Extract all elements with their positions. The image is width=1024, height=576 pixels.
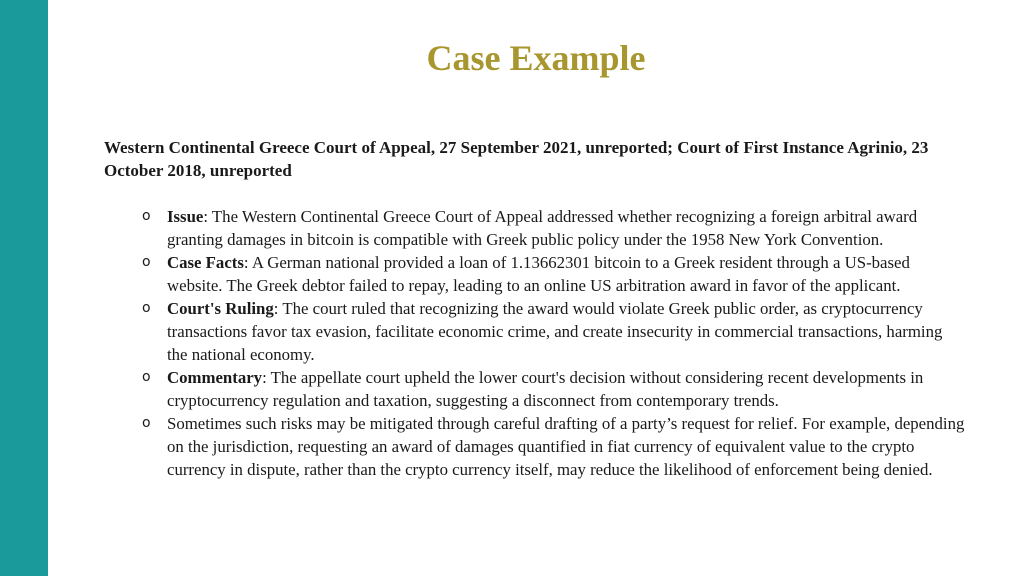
bullet-text: : The court ruled that recognizing the award would violate Greek public order, as cryptocurrency transactions favor tax evasion, facilitate economic crime, and create insecurity in commercial transactions, harming the national economy. bbox=[167, 299, 943, 364]
bullet-marker-icon: o bbox=[142, 300, 151, 316]
case-citation: Western Continental Greece Court of Appeal, 27 September 2021, unreported; Court of First Instance Agrinio, 23 October 2018, unreported bbox=[104, 138, 929, 180]
bullet-case-facts bbox=[104, 251, 966, 297]
bullet-commentary bbox=[104, 366, 966, 412]
slide-title: Case Example bbox=[426, 38, 646, 78]
bullet-lead: Case Facts bbox=[167, 253, 244, 272]
bullet-text: : The Western Continental Greece Court of Appeal addressed whether recognizing a foreign arbitral award granting damages in bitcoin is compatible with Greek public policy under the 1958 New York Convention. bbox=[167, 207, 918, 249]
bullet-marker-icon: o bbox=[142, 208, 151, 224]
bullet-lead: Issue bbox=[167, 207, 204, 226]
bullet-text: : The appellate court upheld the lower court's decision without considering recent developments in cryptocurrency regulation and taxation, suggesting a disconnect from contemporary trends. bbox=[167, 368, 924, 410]
side-accent-bar bbox=[0, 0, 48, 576]
bullet-mitigation bbox=[104, 412, 966, 481]
bullet-marker-icon: o bbox=[142, 254, 151, 270]
bullet-lead: Court's Ruling bbox=[167, 299, 274, 318]
bullet-marker-icon: o bbox=[142, 415, 151, 431]
bullet-text: : A German national provided a loan of 1.13662301 bitcoin to a Greek resident through a US-based website. The Greek debtor failed to repay, leading to an online US arbitration award in favor of the applicant. bbox=[167, 253, 910, 295]
bullet-text: Sometimes such risks may be mitigated through careful drafting of a party’s request for relief. For example, depending on the jurisdiction, requesting an award of damages quantified in fiat currency of equivalent value to the crypto currency in dispute, rather than the crypto currency itself, may reduce the likelihood of enforcement being denied. bbox=[167, 414, 965, 479]
bullet-marker-icon: o bbox=[142, 369, 151, 385]
bullet-lead: Commentary bbox=[167, 368, 263, 387]
bullet-issue bbox=[104, 205, 966, 251]
bullet-list bbox=[104, 205, 966, 481]
bullet-courts-ruling bbox=[104, 297, 966, 366]
